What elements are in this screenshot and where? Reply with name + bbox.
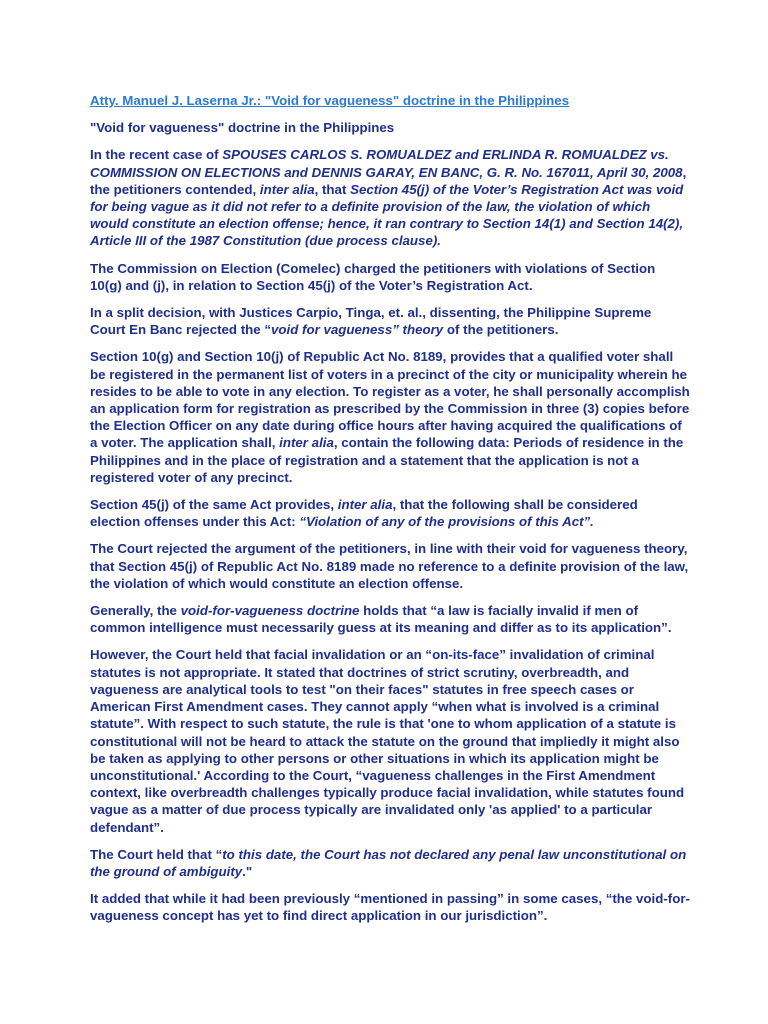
p1-contention: Section 45(j) of the Voter’s Registration Act was void for being vague as it did not refer to a definite provision of the law, the violation of which would constitute an election offense; hence, it ran contrary to Section 14(1) and Section 14(2), Article III of the 1987 Constitution (due process clause). — [90, 181, 684, 249]
p1-text-3: , the petitioners contended, — [90, 164, 687, 197]
paragraph-10: It added that while it had been previously “mentioned in passing” in some cases, “the void-for-vagueness concept has yet to find direct application in our jurisdiction”. — [90, 891, 690, 924]
p5-text-1: Section 45(j) of the same Act provides, — [90, 497, 338, 513]
p7-text-3: holds that “a law is facially invalid if men of common intelligence must necessarily guess at its meaning and differ as to its application”. — [90, 603, 672, 636]
document-subtitle: "Void for vagueness" doctrine in the Philippines — [90, 120, 395, 136]
p4-text-1: Section 10(g) and Section 10(j) of Republic Act No. 8189, provides that a qualified voter shall be registered in the permanent list of voters in a precinct of the city or municipality wherein he resides to be able to vote in any election. To register as a voter, he shall personally accomplish an application form for registration as prescribed by the Commission in three (3) copies before the Election Officer on any date during office hours after having acquired the qualifications of a voter. The application shall, — [90, 349, 690, 451]
p4-text-3: , contain the following data: Periods of residence in the Philippines and in the place of registration and a statement that the application is not a registered voter of any precinct. — [90, 435, 684, 485]
title-link[interactable]: Atty. Manuel J. Laserna Jr.: "Void for vagueness" doctrine in the Philippines — [90, 93, 570, 108]
p1-text-5: , that — [314, 181, 351, 197]
p5-text-3: , that the following shall be considered election offenses under this Act: — [90, 497, 638, 530]
p7-doctrine: void-for-vagueness doctrine — [180, 603, 360, 619]
p4-inter-alia: inter alia — [279, 435, 334, 451]
paragraph-5 — [90, 496, 690, 530]
p9-text-3: ." — [242, 863, 253, 879]
p9-text-1: The Court held that “ — [90, 846, 223, 862]
p3-theory: void for vagueness” theory — [271, 322, 444, 338]
paragraph-9 — [90, 846, 690, 880]
p5-quote: “Violation of any of the provisions of this Act”. — [299, 514, 594, 530]
paragraph-4 — [90, 348, 690, 486]
p1-inter-alia: inter alia — [259, 181, 315, 197]
paragraph-6: The Court rejected the argument of the petitioners, in line with their void for vagueness theory, that Section 45(j) of Republic Act No. 8189 made no reference to a definite provision of the law, the violation of which would constitute an election offense. — [90, 541, 689, 591]
p1-text-1: In the recent case of — [90, 147, 223, 163]
paragraph-1 — [90, 146, 690, 249]
document-page — [90, 92, 690, 935]
p3-text-1: In a split decision, with Justices Carpio, Tinga, et. al., dissenting, the Philippine Supreme Court En Banc rejected the “ — [90, 305, 652, 338]
paragraph-7 — [90, 602, 690, 636]
p5-inter-alia: inter alia — [337, 497, 393, 513]
paragraph-3 — [90, 304, 690, 338]
paragraph-2: The Commission on Election (Comelec) charged the petitioners with violations of Section 10(g) and (j), in relation to Section 45(j) of the Voter’s Registration Act. — [90, 260, 656, 293]
paragraph-8: However, the Court held that facial invalidation or an “on-its-face” invalidation of criminal statutes is not appropriate. It stated that doctrines of strict scrutiny, overbreadth, and vagueness are analytical tools to test "on their faces" statutes in free speech cases or American First Amendment cases. They cannot apply “when what is involved is a criminal statute”. With respect to such statute, the rule is that 'one to whom application of a statute is constitutional will not be heard to attack the statute on the ground that impliedly it might also be taken as applying to other persons or other situations in which its application might be unconstitutional.' According to the Court, “vagueness challenges in the First Amendment context, like overbreadth challenges typically produce facial invalidation, while statutes found vague as a matter of due process typically are invalidated only 'as applied' to a particular defendant”. — [90, 647, 685, 835]
p1-case-title: SPOUSES CARLOS S. ROMUALDEZ and ERLINDA R. ROMUALDEZ vs. COMMISSION ON ELECTIONS and DENNIS GARAY, EN BANC, G. R. No. 167011, April 30, 2008 — [90, 147, 683, 180]
p9-holding: to this date, the Court has not declared any penal law unconstitutional on the ground of ambiguity — [90, 846, 687, 879]
p7-text-1: Generally, the — [90, 603, 181, 619]
p3-text-3: of the petitioners. — [443, 322, 559, 338]
